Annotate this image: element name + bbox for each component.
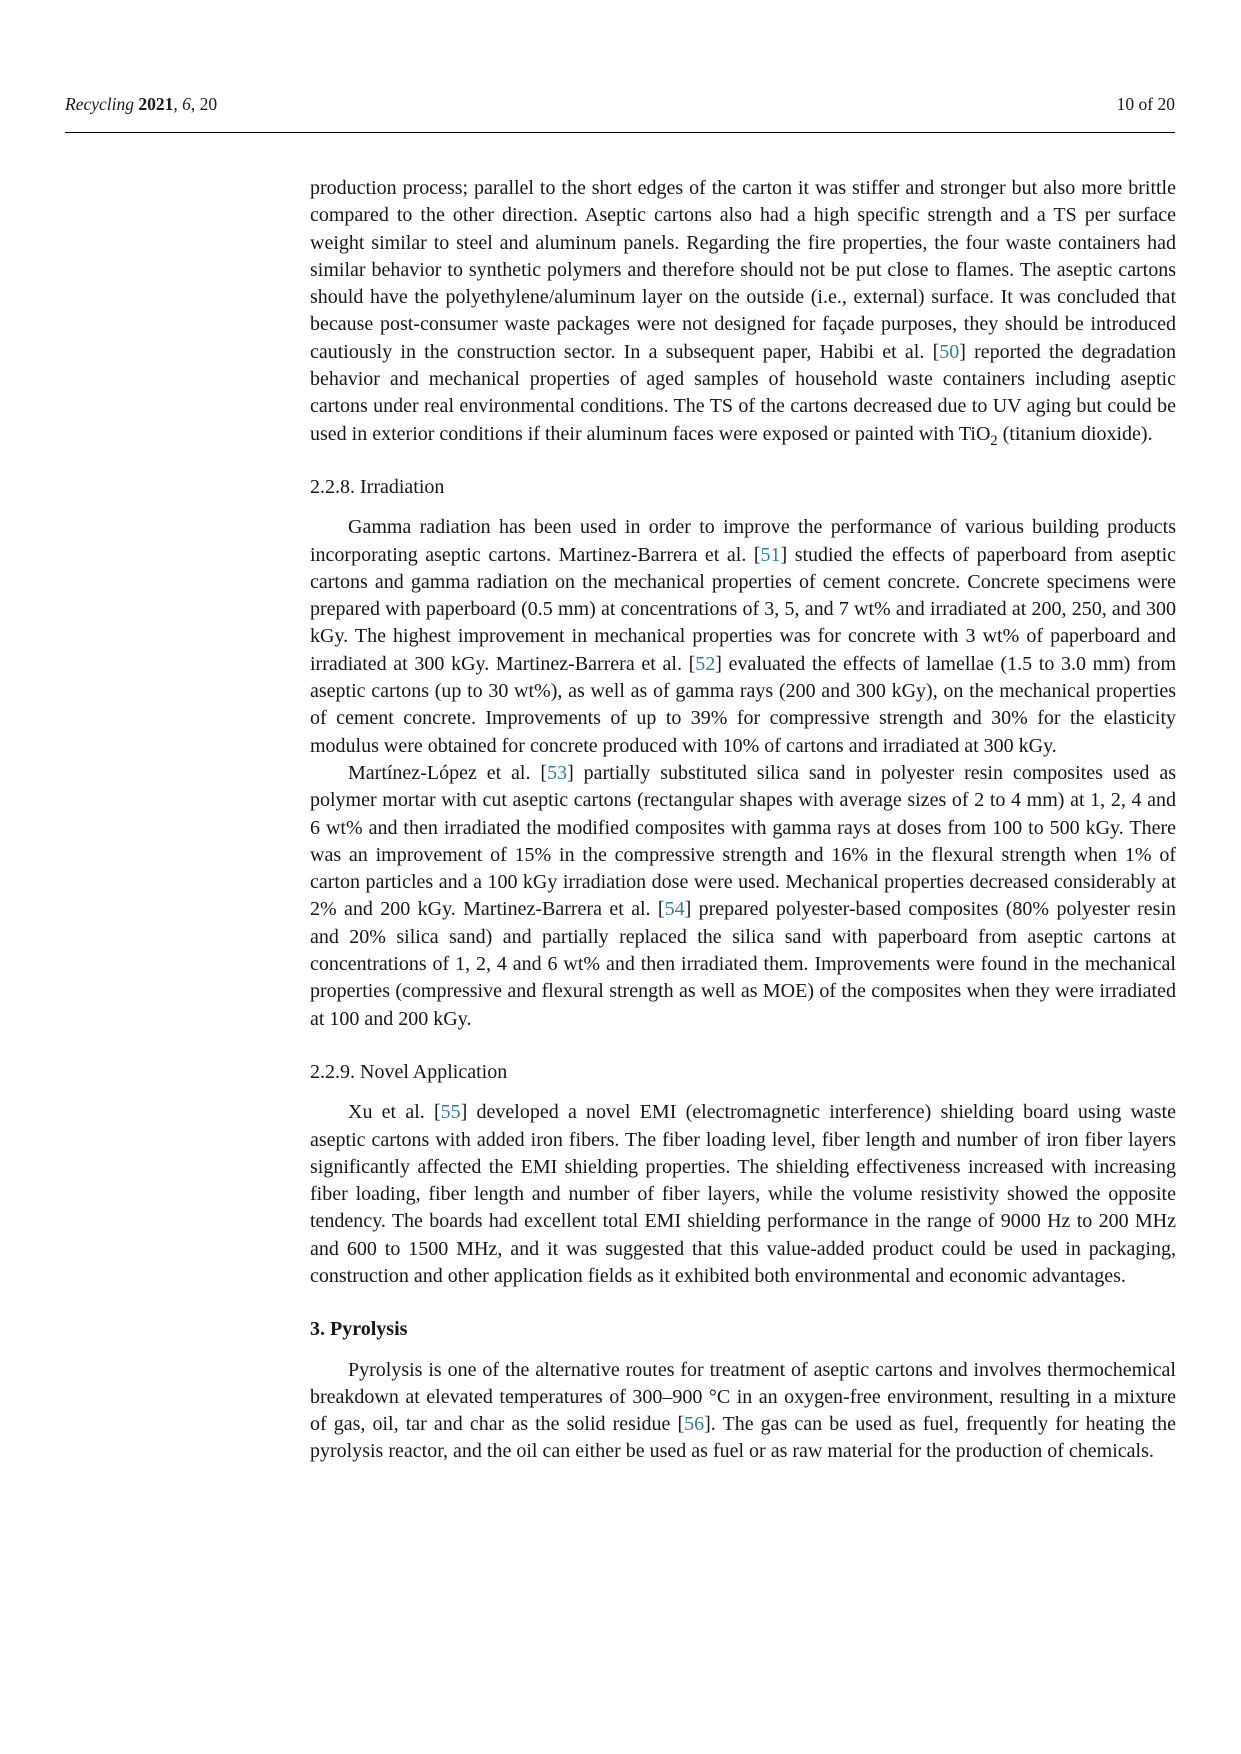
section-heading: 2.2.8. Irradiation: [310, 475, 445, 498]
article-number: 20: [199, 94, 218, 114]
body-paragraph: Pyrolysis is one of the alternative routes for treatment of aseptic cartons and involves thermochemical breakdown at elevated temperatures of 300–900 °C in an oxygen-free environment, resulting in a mixture of gas, oil, tar and char as the solid residue [56]. The gas can be used as fuel, frequently for heating the pyrolysis reactor, and the oil can either be used as fuel or as raw material for the production of chemicals.: [310, 1358, 1176, 1463]
journal-name: Recycling: [65, 94, 134, 114]
subscript: 2: [990, 432, 998, 449]
section-heading: 2.2.9. Novel Application: [310, 1060, 508, 1083]
body-paragraph: Martínez-López et al. [53] partially substituted silica sand in polyester resin composites used as polymer mortar with cut aseptic cartons (rectangular shapes with average sizes of 2 to 4 mm) at 1, 2, 4 and 6 wt% and then irradiated the modified composites with gamma rays at doses from 100 to 500 kGy. There was an improvement of 15% in the compressive strength and 16% in the flexural strength when 1% of carton particles and a 100 kGy irradiation dose were used. Mechanical properties decreased considerably at 2% and 200 kGy. Martinez-Barrera et al. [54] prepared polyester-based composites (80% polyester resin and 20% silica sand) and partially replaced the silica sand with paperboard from aseptic cartons at concentrations of 1, 2, 4 and 6 wt% and then irradiated them. Improvements were found in the mechanical properties (compressive and flexural strength as well as MOE) of the composites when they were irradiated at 100 and 200 kGy.: [310, 761, 1176, 1030]
page-number-indicator: 10 of 20: [1116, 94, 1175, 114]
citation-link[interactable]: 56: [684, 1413, 705, 1436]
journal-citation: [65, 94, 217, 115]
page-header: [65, 94, 1175, 115]
body-paragraph: Gamma radiation has been used in order to improve the performance of various building products incorporating aseptic cartons. Martinez-Barrera et al. [51] studied the effects of paperboard from aseptic cartons and gamma radiation on the mechanical properties of cement concrete. Concrete specimens were prepared with paperboard (0.5 mm) at concentrations of 3, 5, and 7 wt% and irradiated at 200, 250, and 300 kGy. The highest improvement in mechanical properties was for concrete with 3 wt% of paperboard and irradiated at 300 kGy. Martinez-Barrera et al. [52] evaluated the effects of lamellae (1.5 to 3.0 mm) from aseptic cartons (up to 30 wt%), as well as of gamma rays (200 and 300 kGy), on the mechanical properties of cement concrete. Improvements of up to 39% for compressive strength and 30% for the elasticity modulus were obtained for concrete produced with 10% of cartons and irradiated at 300 kGy.: [310, 516, 1177, 757]
citation-link[interactable]: 51: [760, 543, 781, 566]
citation-link[interactable]: 54: [664, 898, 685, 921]
body-paragraph: production process; parallel to the short edges of the carton it was stiffer and stronger but also more brittle compared to the other direction. Aseptic cartons also had a high specific strength and a TS per surface weight similar to steel and aluminum panels. Regarding the fire properties, the four waste containers had similar behavior to synthetic polymers and therefore should not be put close to flames. The aseptic cartons should have the polyethylene/aluminum layer on the outside (i.e., external) surface. It was concluded that because post-consumer waste packages were not designed for façade purposes, they should be introduced cautiously in the construction sector. In a subsequent paper, Habibi et al. [50] reported the degradation behavior and mechanical properties of aged samples of household waste containers including aseptic cartons under real environmental conditions. The TS of the cartons decreased due to UV aging but could be used in exterior conditions if their aluminum faces were exposed or painted with TiO$_2$ (titanium dioxide).: [310, 177, 1176, 449]
citation-link[interactable]: 50: [939, 340, 960, 363]
separator: ,: [173, 94, 183, 114]
journal-volume: 6: [182, 94, 191, 114]
citation-link[interactable]: 55: [440, 1101, 461, 1124]
body-paragraph: Xu et al. [55] developed a novel EMI (electromagnetic interference) shielding board using waste aseptic cartons with added iron fibers. The fiber loading level, fiber length and number of iron fiber layers significantly affected the EMI shielding properties. The shielding effectiveness increased with increasing fiber loading, fiber length and number of fiber layers, while the volume resistivity showed the opposite tendency. The boards had excellent total EMI shielding performance in the range of 9000 Hz to 200 MHz and 600 to 1500 MHz, and it was suggested that this value-added product could be used in packaging, construction and other application fields as it exhibited both environmental and economic advantages.: [310, 1101, 1176, 1287]
citation-link[interactable]: 52: [695, 652, 716, 675]
article-body: [310, 175, 1176, 1466]
journal-year: 2021: [138, 94, 174, 114]
section-heading: 3. Pyrolysis: [310, 1318, 408, 1341]
separator: ,: [190, 94, 200, 114]
citation-link[interactable]: 53: [547, 761, 568, 784]
header-divider: [65, 132, 1175, 133]
